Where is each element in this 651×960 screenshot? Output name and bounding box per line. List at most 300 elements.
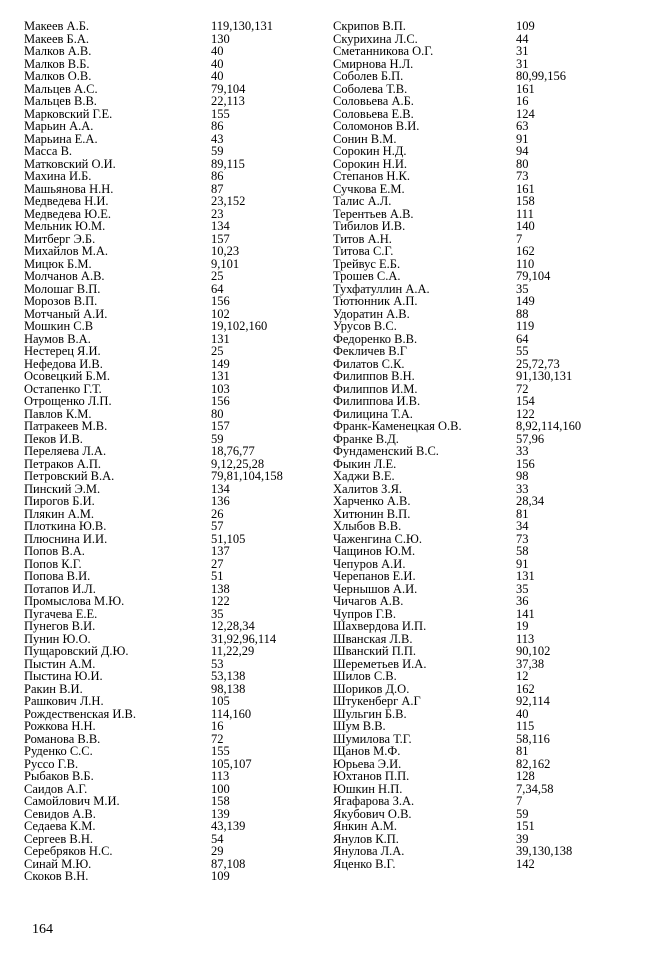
author-name: Попов К.Г. bbox=[24, 556, 82, 571]
author-name: Сергеев В.Н. bbox=[24, 831, 93, 846]
index-entry bbox=[333, 845, 633, 858]
author-name: Соломонов В.И. bbox=[333, 119, 420, 133]
page-references: 25,72,73 bbox=[516, 356, 560, 371]
page-references: 128 bbox=[516, 769, 535, 783]
author-name: Франке В.Д. bbox=[333, 431, 399, 446]
author-name: Талис А.Л. bbox=[333, 194, 392, 208]
author-name: Харченко А.В. bbox=[333, 494, 411, 508]
author-name: Ягафарова З.А. bbox=[333, 794, 415, 808]
author-name: Переляева Л.А. bbox=[24, 444, 107, 458]
page-references: 72 bbox=[211, 731, 224, 746]
page-references: 27 bbox=[211, 556, 224, 571]
author-name: Махина И.Б. bbox=[24, 169, 92, 183]
index-entry bbox=[333, 570, 633, 583]
page-references: 89,115 bbox=[211, 156, 245, 171]
author-name: Хитюнин В.П. bbox=[333, 506, 411, 521]
author-name: Шумилова Т.Г. bbox=[333, 731, 412, 746]
page-references: 33 bbox=[516, 444, 529, 458]
page-references: 98 bbox=[516, 469, 529, 483]
page-references: 113 bbox=[211, 769, 230, 783]
author-name: Титов А.Н. bbox=[333, 231, 392, 246]
page-references: 39 bbox=[516, 831, 529, 846]
page-references: 156 bbox=[516, 456, 535, 471]
page-references: 155 bbox=[211, 106, 230, 121]
page-references: 119,130,131 bbox=[211, 19, 274, 33]
page-references: 131 bbox=[211, 331, 230, 346]
author-name: Тютюнник А.П. bbox=[333, 294, 418, 308]
index-entry bbox=[24, 670, 324, 683]
page-references: 40 bbox=[211, 44, 224, 58]
author-name: Тибилов И.В. bbox=[333, 219, 406, 233]
author-name: Седаева К.М. bbox=[24, 819, 96, 833]
index-entry bbox=[24, 120, 324, 133]
page-references: 10,23 bbox=[211, 244, 240, 258]
author-name: Мальцев А.С. bbox=[24, 81, 98, 96]
page-references: 87,108 bbox=[211, 856, 246, 871]
author-name: Потапов И.Л. bbox=[24, 581, 96, 596]
index-entry bbox=[24, 395, 324, 408]
index-entry bbox=[24, 645, 324, 658]
page-references: 35 bbox=[516, 281, 529, 296]
author-name: Патракеев М.В. bbox=[24, 419, 108, 433]
index-entry bbox=[24, 820, 324, 833]
index-entry bbox=[24, 70, 324, 83]
page-references: 59 bbox=[211, 431, 224, 446]
index-entry bbox=[333, 720, 633, 733]
author-name: Малков А.В. bbox=[24, 44, 92, 58]
author-name: Мицюк Б.М. bbox=[24, 256, 92, 271]
page-references: 158 bbox=[211, 794, 230, 808]
page-references: 31 bbox=[516, 44, 529, 58]
author-name: Нефедова И.В. bbox=[24, 356, 103, 371]
index-entry bbox=[333, 320, 633, 333]
author-name: Удоратин А.В. bbox=[333, 306, 410, 321]
author-name: Соболева Т.В. bbox=[333, 81, 408, 96]
author-name: Попов В.А. bbox=[24, 544, 85, 558]
index-entry bbox=[24, 520, 324, 533]
index-entry bbox=[24, 495, 324, 508]
author-name: Рожкова Н.Н. bbox=[24, 719, 96, 733]
page-references: 113 bbox=[516, 631, 535, 646]
index-entry bbox=[24, 570, 324, 583]
page-references: 8,92,114,160 bbox=[516, 419, 582, 433]
page-references: 157 bbox=[211, 231, 230, 246]
page-references: 157 bbox=[211, 419, 230, 433]
page-references: 111 bbox=[516, 206, 534, 221]
index-entry bbox=[24, 770, 324, 783]
author-name: Титова С.Г. bbox=[333, 244, 394, 258]
index-entry bbox=[24, 295, 324, 308]
page-references: 23,152 bbox=[211, 194, 246, 208]
author-name: Смирнова Н.Л. bbox=[333, 56, 414, 71]
page-references: 91 bbox=[516, 556, 529, 571]
author-name: Сметанникова О.Г. bbox=[333, 44, 434, 58]
index-entry bbox=[333, 770, 633, 783]
page-references: 18,76,77 bbox=[211, 444, 255, 458]
page-references: 81 bbox=[516, 744, 529, 758]
author-name: Митберг Э.Б. bbox=[24, 231, 96, 246]
page-references: 137 bbox=[211, 544, 230, 558]
author-name: Шванский П.П. bbox=[333, 644, 417, 658]
author-name: Мотчаный А.И. bbox=[24, 306, 108, 321]
page-references: 12,28,34 bbox=[211, 619, 255, 633]
author-name: Фундаменский В.С. bbox=[333, 444, 439, 458]
author-name: Медведева Н.И. bbox=[24, 194, 109, 208]
author-name: Пущаровский Д.Ю. bbox=[24, 644, 129, 658]
author-name: Пыстин А.М. bbox=[24, 656, 96, 671]
page-references: 43 bbox=[211, 131, 224, 146]
page-references: 7,34,58 bbox=[516, 781, 554, 796]
page-references: 64 bbox=[211, 281, 224, 296]
page-references: 57 bbox=[211, 519, 224, 533]
page-references: 34 bbox=[516, 519, 529, 533]
index-entry bbox=[333, 520, 633, 533]
author-name: Чернышов А.И. bbox=[333, 581, 418, 596]
page-references: 114,160 bbox=[211, 706, 252, 721]
page-references: 105 bbox=[211, 694, 230, 708]
index-column-right bbox=[333, 20, 633, 870]
index-entry bbox=[24, 845, 324, 858]
page-references: 19,102,160 bbox=[211, 319, 268, 333]
author-name: Пинский Э.М. bbox=[24, 481, 101, 496]
author-name: Франк-Каменецкая О.В. bbox=[333, 419, 462, 433]
index-entry bbox=[333, 20, 633, 33]
author-name: Серебряков Н.С. bbox=[24, 844, 113, 858]
author-name: Марьина Е.А. bbox=[24, 131, 98, 146]
author-name: Пирогов Б.И. bbox=[24, 494, 95, 508]
page-references: 162 bbox=[516, 681, 535, 696]
page-references: 58 bbox=[516, 544, 529, 558]
page-references: 90,102 bbox=[516, 644, 551, 658]
author-name: Петровский В.А. bbox=[24, 469, 115, 483]
index-entry bbox=[24, 470, 324, 483]
page-references: 161 bbox=[516, 181, 535, 196]
author-name: Шум В.В. bbox=[333, 719, 386, 733]
page-references: 73 bbox=[516, 531, 529, 546]
author-name: Павлов К.М. bbox=[24, 406, 92, 421]
author-name: Соловьева Е.В. bbox=[333, 106, 414, 121]
author-name: Степанов Н.К. bbox=[333, 169, 411, 183]
page-references: 158 bbox=[516, 194, 535, 208]
index-entry bbox=[333, 445, 633, 458]
author-name: Медведева Ю.Е. bbox=[24, 206, 111, 221]
author-name: Скрипов В.П. bbox=[333, 19, 406, 33]
author-name: Юшкин Н.П. bbox=[333, 781, 403, 796]
author-name: Чупров Г.В. bbox=[333, 606, 396, 621]
page-references: 55 bbox=[516, 344, 529, 358]
page-references: 139 bbox=[211, 806, 230, 821]
author-name: Якубович О.В. bbox=[333, 806, 412, 821]
index-entry bbox=[333, 470, 633, 483]
page-references: 109 bbox=[516, 19, 535, 33]
author-name: Михайлов М.А. bbox=[24, 244, 109, 258]
index-entry bbox=[24, 545, 324, 558]
page-references: 91,130,131 bbox=[516, 369, 573, 383]
author-name: Промыслова М.Ю. bbox=[24, 594, 125, 608]
index-entry bbox=[24, 195, 324, 208]
index-column-left bbox=[24, 20, 324, 883]
page-references: 37,38 bbox=[516, 656, 545, 671]
page-references: 149 bbox=[516, 294, 535, 308]
index-entry bbox=[333, 420, 633, 433]
page-references: 149 bbox=[211, 356, 230, 371]
author-name: Морозов В.П. bbox=[24, 294, 98, 308]
author-name: Ракин В.И. bbox=[24, 681, 83, 696]
author-name: Янкин А.М. bbox=[333, 819, 397, 833]
author-name: Саидов А.Г. bbox=[24, 781, 88, 796]
page-references: 7 bbox=[516, 794, 523, 808]
page-references: 134 bbox=[211, 219, 230, 233]
index-entry bbox=[333, 620, 633, 633]
author-name: Сучкова Е.М. bbox=[333, 181, 405, 196]
author-name: Романова В.В. bbox=[24, 731, 101, 746]
author-name: Пугачева Е.Е. bbox=[24, 606, 98, 621]
author-name: Шилов С.В. bbox=[333, 669, 397, 683]
index-entry bbox=[333, 295, 633, 308]
page-number: 164 bbox=[32, 922, 53, 937]
author-name: Севидов А.В. bbox=[24, 806, 96, 821]
index-entry bbox=[333, 695, 633, 708]
author-name: Филиппов И.М. bbox=[333, 381, 418, 396]
author-name: Макеев Б.А. bbox=[24, 31, 90, 46]
author-name: Чепуров А.И. bbox=[333, 556, 406, 571]
page-references: 105,107 bbox=[211, 756, 252, 771]
page-references: 80,99,156 bbox=[516, 69, 566, 83]
page-references: 23 bbox=[211, 206, 224, 221]
author-name: Чащинов Ю.М. bbox=[333, 544, 416, 558]
page-references: 40 bbox=[516, 706, 529, 721]
author-name: Мальцев В.В. bbox=[24, 94, 97, 108]
author-name: Хаджи В.Е. bbox=[333, 469, 395, 483]
page-references: 16 bbox=[516, 94, 529, 108]
page-references: 9,12,25,28 bbox=[211, 456, 265, 471]
index-entry bbox=[24, 745, 324, 758]
index-entry bbox=[24, 345, 324, 358]
author-name: Филиппова И.В. bbox=[333, 394, 421, 408]
index-entry bbox=[333, 745, 633, 758]
index-entry bbox=[333, 595, 633, 608]
page-references: 115 bbox=[516, 719, 535, 733]
page-references: 86 bbox=[211, 119, 224, 133]
page-references: 43,139 bbox=[211, 819, 246, 833]
author-name: Масса В. bbox=[24, 144, 73, 158]
page-references: 35 bbox=[211, 606, 224, 621]
page-references: 86 bbox=[211, 169, 224, 183]
author-name: Пунегов В.И. bbox=[24, 619, 96, 633]
author-name: Петраков А.П. bbox=[24, 456, 102, 471]
author-name: Плякин А.М. bbox=[24, 506, 94, 521]
author-name: Рыбаков В.Б. bbox=[24, 769, 94, 783]
page-references: 98,138 bbox=[211, 681, 246, 696]
author-name: Машьянова Н.Н. bbox=[24, 181, 114, 196]
index-entry bbox=[333, 270, 633, 283]
page-references: 130 bbox=[211, 31, 230, 46]
page-references: 151 bbox=[516, 819, 535, 833]
page-references: 142 bbox=[516, 856, 535, 871]
page-references: 79,81,104,158 bbox=[211, 469, 283, 483]
page-references: 19 bbox=[516, 619, 529, 633]
author-name: Наумов В.А. bbox=[24, 331, 91, 346]
author-name: Нестерец Я.И. bbox=[24, 344, 101, 358]
page-references: 119 bbox=[516, 319, 535, 333]
author-name: Макеев А.Б. bbox=[24, 19, 90, 33]
page-references: 94 bbox=[516, 144, 529, 158]
index-entry bbox=[333, 858, 633, 871]
author-name: Янулов К.П. bbox=[333, 831, 399, 846]
page-references: 161 bbox=[516, 81, 535, 96]
page-references: 102 bbox=[211, 306, 230, 321]
author-name: Янулова Л.А. bbox=[333, 844, 405, 858]
page-references: 72 bbox=[516, 381, 529, 396]
index-entry bbox=[24, 220, 324, 233]
page-references: 31,92,96,114 bbox=[211, 631, 277, 646]
page-references: 59 bbox=[211, 144, 224, 158]
author-name: Молошаг В.П. bbox=[24, 281, 101, 296]
index-entry bbox=[24, 795, 324, 808]
page-references: 154 bbox=[516, 394, 535, 408]
author-name: Мельник Ю.М. bbox=[24, 219, 106, 233]
page-references: 59 bbox=[516, 806, 529, 821]
index-entry bbox=[24, 870, 324, 883]
author-name: Соболев Б.П. bbox=[333, 69, 404, 83]
index-entry bbox=[24, 95, 324, 108]
author-name: Матковский О.И. bbox=[24, 156, 116, 171]
page-references: 156 bbox=[211, 394, 230, 408]
author-name: Шориков Д.О. bbox=[333, 681, 410, 696]
page-references: 91 bbox=[516, 131, 529, 146]
page-references: 131 bbox=[211, 369, 230, 383]
author-name: Фыкин Л.Е. bbox=[333, 456, 397, 471]
page-references: 87 bbox=[211, 181, 224, 196]
page-references: 16 bbox=[211, 719, 224, 733]
page-references: 29 bbox=[211, 844, 224, 858]
author-name: Юхтанов П.П. bbox=[333, 769, 410, 783]
index-entry bbox=[24, 595, 324, 608]
page-references: 79,104 bbox=[211, 81, 246, 96]
author-name: Сорокин Н.И. bbox=[333, 156, 407, 171]
author-name: Синай М.Ю. bbox=[24, 856, 92, 871]
author-name: Шульгин Б.В. bbox=[333, 706, 407, 721]
index-entry bbox=[24, 145, 324, 158]
author-name: Чаженгина С.Ю. bbox=[333, 531, 422, 546]
page-references: 136 bbox=[211, 494, 230, 508]
page-references: 110 bbox=[516, 256, 535, 271]
author-name: Марьин А.А. bbox=[24, 119, 94, 133]
author-name: Сонин В.М. bbox=[333, 131, 397, 146]
index-entry bbox=[333, 395, 633, 408]
index-entry bbox=[24, 720, 324, 733]
author-name: Тухфатуллин А.А. bbox=[333, 281, 430, 296]
index-entry bbox=[333, 370, 633, 383]
author-name: Малков В.Б. bbox=[24, 56, 90, 71]
page-references: 73 bbox=[516, 169, 529, 183]
index-entry bbox=[333, 820, 633, 833]
page-references: 80 bbox=[516, 156, 529, 171]
author-name: Руссо Г.В. bbox=[24, 756, 79, 771]
index-entry bbox=[24, 445, 324, 458]
page-references: 53,138 bbox=[211, 669, 246, 683]
author-name: Отрощенко Л.П. bbox=[24, 394, 112, 408]
index-entry bbox=[333, 70, 633, 83]
page-references: 155 bbox=[211, 744, 230, 758]
author-name: Руденко С.С. bbox=[24, 744, 93, 758]
page-references: 57,96 bbox=[516, 431, 545, 446]
index-entry bbox=[333, 220, 633, 233]
page-references: 12 bbox=[516, 669, 529, 683]
page-references: 79,104 bbox=[516, 269, 551, 283]
page-references: 7 bbox=[516, 231, 523, 246]
index-entry bbox=[24, 20, 324, 33]
index-entry bbox=[24, 620, 324, 633]
author-name: Шереметьев И.А. bbox=[333, 656, 427, 671]
author-name: Мошкин С.В bbox=[24, 319, 94, 333]
page-references: 25 bbox=[211, 344, 224, 358]
author-name: Скоков В.Н. bbox=[24, 869, 89, 883]
page-references: 92,114 bbox=[516, 694, 550, 708]
index-entry bbox=[24, 45, 324, 58]
author-name: Пыстина Ю.И. bbox=[24, 669, 103, 683]
index-entry bbox=[24, 695, 324, 708]
page-references: 131 bbox=[516, 569, 535, 583]
index-entry bbox=[333, 795, 633, 808]
page-references: 162 bbox=[516, 244, 535, 258]
page-references: 140 bbox=[516, 219, 535, 233]
author-name: Чичагов А.В. bbox=[333, 594, 404, 608]
author-name: Плюснина И.И. bbox=[24, 531, 108, 546]
author-name: Фекличев В.Г bbox=[333, 344, 407, 358]
index-entry bbox=[333, 495, 633, 508]
author-name: Пеков И.В. bbox=[24, 431, 83, 446]
page-references: 134 bbox=[211, 481, 230, 496]
page-references: 138 bbox=[211, 581, 230, 596]
page-references: 141 bbox=[516, 606, 535, 621]
page-references: 40 bbox=[211, 69, 224, 83]
author-name: Малков О.В. bbox=[24, 69, 92, 83]
author-name: Филицина Т.А. bbox=[333, 406, 413, 421]
page-references: 9,101 bbox=[211, 256, 240, 271]
author-name: Соловьева А.Б. bbox=[333, 94, 414, 108]
author-name: Щанов М.Ф. bbox=[333, 744, 401, 758]
page-references: 22,113 bbox=[211, 94, 245, 108]
author-name: Рашкович Л.Н. bbox=[24, 694, 104, 708]
page-references: 39,130,138 bbox=[516, 844, 573, 858]
author-name: Филатов С.К. bbox=[333, 356, 405, 371]
index-entry bbox=[24, 370, 324, 383]
page-references: 54 bbox=[211, 831, 224, 846]
page-references: 122 bbox=[516, 406, 535, 421]
page-references: 11,22,29 bbox=[211, 644, 255, 658]
author-name: Сорокин Н.Д. bbox=[333, 144, 407, 158]
index-entry bbox=[24, 320, 324, 333]
page-references: 63 bbox=[516, 119, 529, 133]
page-references: 81 bbox=[516, 506, 529, 521]
author-name: Марковский Г.Е. bbox=[24, 106, 113, 121]
page-references: 53 bbox=[211, 656, 224, 671]
index-entry bbox=[333, 345, 633, 358]
author-name: Федоренко В.В. bbox=[333, 331, 418, 346]
index-entry bbox=[333, 170, 633, 183]
author-name: Штукенберг А.Г bbox=[333, 694, 421, 708]
page-references: 103 bbox=[211, 381, 230, 396]
page-references: 64 bbox=[516, 331, 529, 346]
author-name: Шахвердова И.П. bbox=[333, 619, 427, 633]
page-references: 31 bbox=[516, 56, 529, 71]
page-references: 28,34 bbox=[516, 494, 545, 508]
author-name: Остапенко Г.Т. bbox=[24, 381, 102, 396]
author-name: Юрьева Э.И. bbox=[333, 756, 402, 771]
author-name: Пунин Ю.О. bbox=[24, 631, 91, 646]
author-name: Плоткина Ю.В. bbox=[24, 519, 107, 533]
